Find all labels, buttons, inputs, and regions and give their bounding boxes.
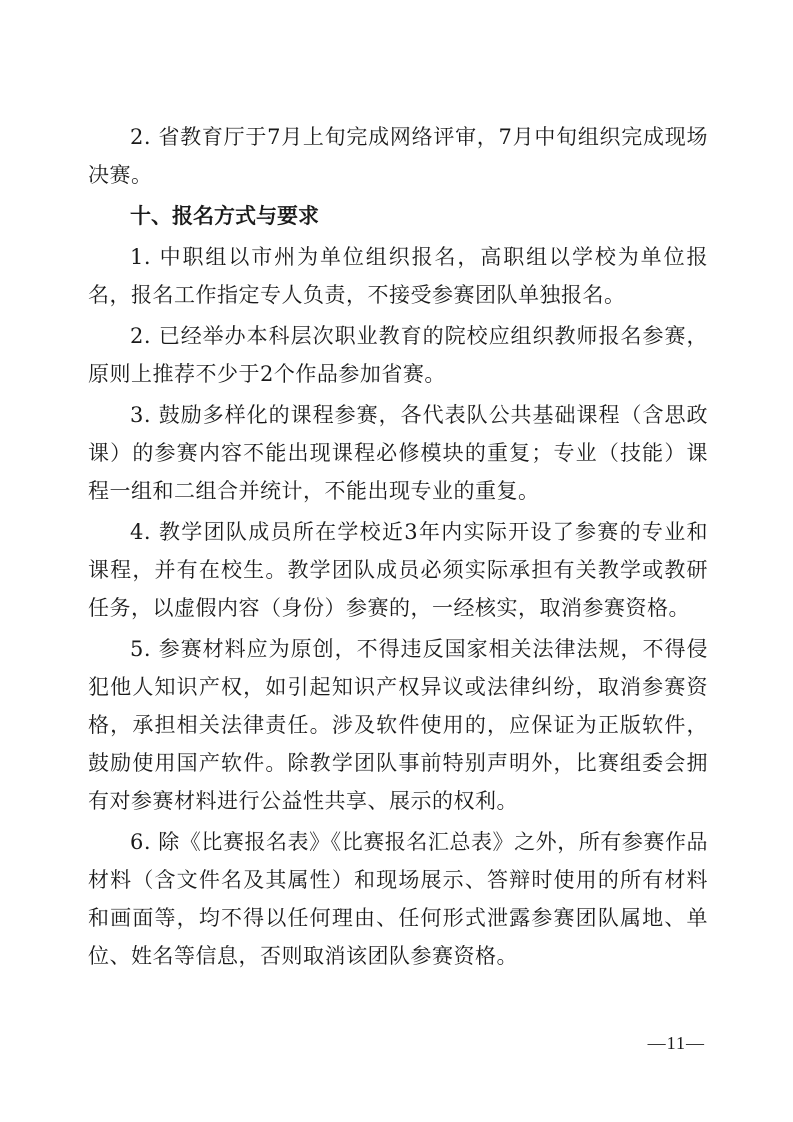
page-number: —11— <box>647 1033 705 1053</box>
section-heading-registration: 十、报名方式与要求 <box>130 204 319 228</box>
paragraph-item-5: 5. 参赛材料应为原创，不得违反国家相关法律法规，不得侵犯他人知识产权，如引起知识产权异议或法律纠纷，取消参赛资格，承担相关法律责任。涉及软件使用的，应保证为正版软件，鼓励使用国产软件。除教学团队事前特别声明外，比赛组委会拥有对参赛材料进行公益性共享、展示的权利。 <box>88 637 708 813</box>
paragraph-item-3: 3. 鼓励多样化的课程参赛，各代表队公共基础课程（含思政课）的参赛内容不能出现课程必修模块的重复；专业（技能）课程一组和二组合并统计，不能出现专业的重复。 <box>88 403 708 503</box>
paragraph-item-2: 2. 已经举办本科层次职业教育的院校应组织教师报名参赛，原则上推荐不少于2个作品参加省赛。 <box>88 324 708 386</box>
paragraph-item-4: 4. 教学团队成员所在学校近3年内实际开设了参赛的专业和课程，并有在校生。教学团队成员必须实际承担有关教学或教研任务，以虚假内容（身份）参赛的，一经核实，取消参赛资格。 <box>88 520 708 620</box>
paragraph-item-1: 1. 中职组以市州为单位组织报名，高职组以学校为单位报名，报名工作指定专人负责，不接受参赛团队单独报名。 <box>88 245 708 307</box>
document-body <box>88 118 708 975</box>
paragraph-review-schedule: 2. 省教育厅于7月上旬完成网络评审，7月中旬组织完成现场决赛。 <box>88 125 708 187</box>
paragraph-item-6: 6. 除《比赛报名表》《比赛报名汇总表》之外，所有参赛作品材料（含文件名及其属性）和现场展示、答辩时使用的所有材料和画面等，均不得以任何理由、任何形式泄露参赛团队属地、单位、姓名等信息，否则取消该团队参赛资格。 <box>88 830 708 968</box>
